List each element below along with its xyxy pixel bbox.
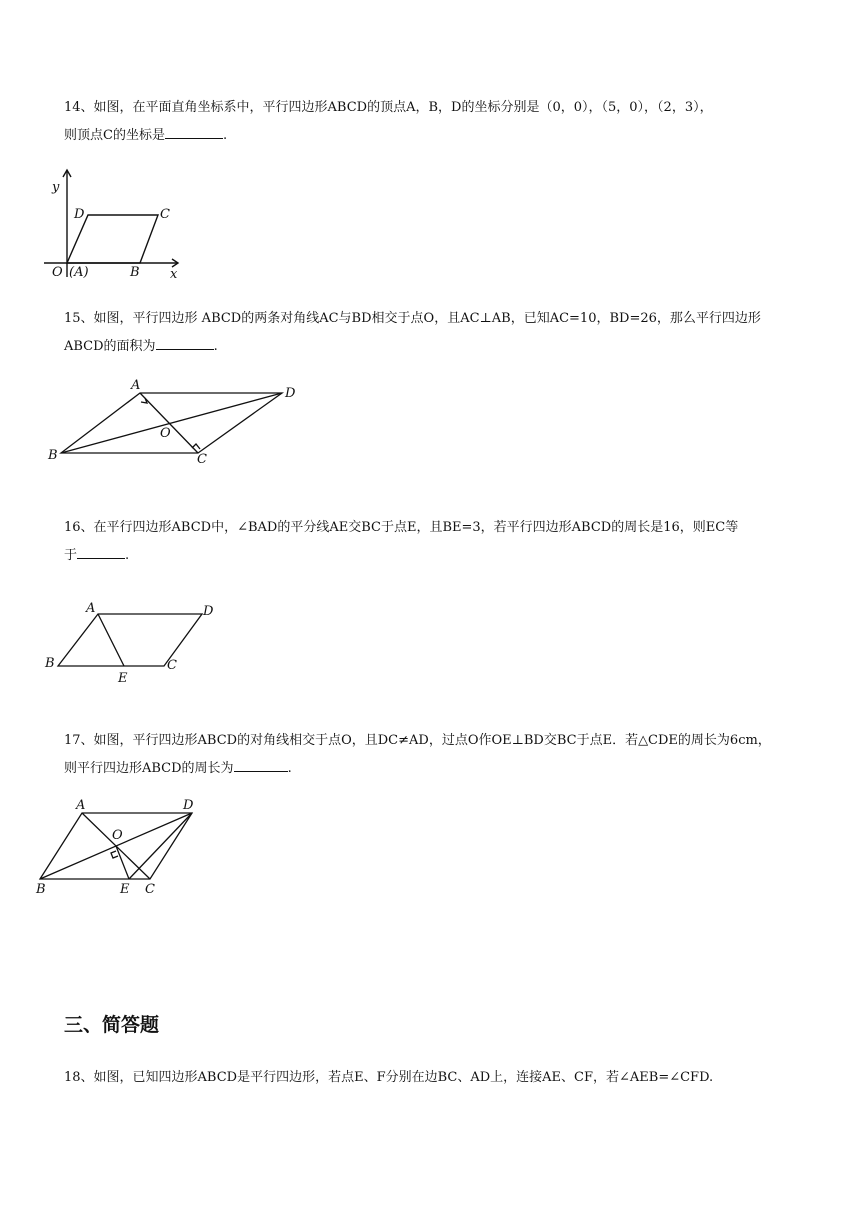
q15-label-O: O: [160, 426, 171, 441]
q16-period: .: [125, 548, 130, 563]
q15-label-A: A: [131, 378, 141, 393]
q14-label-O: O: [52, 265, 63, 280]
q16-label-C: C: [167, 658, 177, 673]
q15-text-line1: 15、如图，平行四边形 ABCD的两条对角线AC与BD相交于点O，且AC⊥AB，已知AC=10，BD=26，那么平行四边形: [64, 311, 761, 326]
q14-label-x: x: [170, 267, 178, 282]
q17-label-C: C: [145, 882, 155, 897]
q15-label-D: D: [285, 386, 296, 401]
q14-figure: [40, 165, 190, 290]
q14-answer-blank[interactable]: [165, 126, 223, 139]
q16-label-A: A: [86, 601, 96, 616]
section-heading: 三、简答题: [64, 1014, 160, 1036]
q16-answer-blank[interactable]: [77, 546, 125, 559]
q17-text-line1: 17、如图，平行四边形ABCD的对角线相交于点O，且DC≠AD，过点O作OE⊥BD交BC于点E．若△CDE的周长为6cm，: [64, 733, 771, 748]
q16-text: 于: [64, 548, 78, 563]
q16-label-E: E: [118, 671, 128, 686]
q15-period: .: [213, 339, 218, 354]
q14-text-line2: [64, 126, 227, 145]
q15-text-line2: [64, 337, 218, 356]
q16-label-B: B: [45, 656, 55, 671]
q17-text-line2: [64, 759, 292, 778]
q14-label-D: D: [74, 207, 85, 222]
q17-label-E: E: [120, 882, 130, 897]
q14-text-line1: 14、如图，在平面直角坐标系中，平行四边形ABCD的顶点A，B，D的坐标分别是（0，0），（5，0），（2，3），: [64, 100, 713, 115]
q16-figure: [40, 598, 230, 688]
q17-label-A: A: [76, 798, 86, 813]
q18-text-line1: 18、如图，已知四边形ABCD是平行四边形，若点E、F分别在边BC、AD上，连接AE、CF，若∠AEB=∠CFD.: [64, 1070, 714, 1085]
q14-label-B: B: [130, 265, 140, 280]
q14-text: 则顶点C的坐标是: [64, 128, 165, 143]
q17-period: .: [287, 761, 292, 776]
q17-figure: [32, 796, 222, 901]
q16-text-line1: 16、在平行四边形ABCD中，∠BAD的平分线AE交BC于点E，且BE=3，若平行四边形ABCD的周长是16，则EC等: [64, 520, 739, 535]
q14-period: .: [222, 128, 228, 143]
q15-text: ABCD的面积为: [64, 339, 156, 354]
q16-label-D: D: [203, 604, 214, 619]
q15-label-B: B: [48, 448, 58, 463]
q14-label-C: C: [160, 207, 170, 222]
q17-label-O: O: [112, 828, 123, 843]
q14-label-y: y: [52, 180, 60, 195]
q17-label-B: B: [36, 882, 46, 897]
q17-answer-blank[interactable]: [234, 759, 288, 772]
q15-figure: [44, 376, 314, 466]
q17-text: 则平行四边形ABCD的周长为: [64, 761, 234, 776]
q15-label-C: C: [197, 452, 207, 467]
q15-answer-blank[interactable]: [156, 337, 214, 350]
q14-label-A: (A): [69, 265, 89, 280]
q16-text-line2: [64, 546, 129, 565]
q17-label-D: D: [183, 798, 194, 813]
